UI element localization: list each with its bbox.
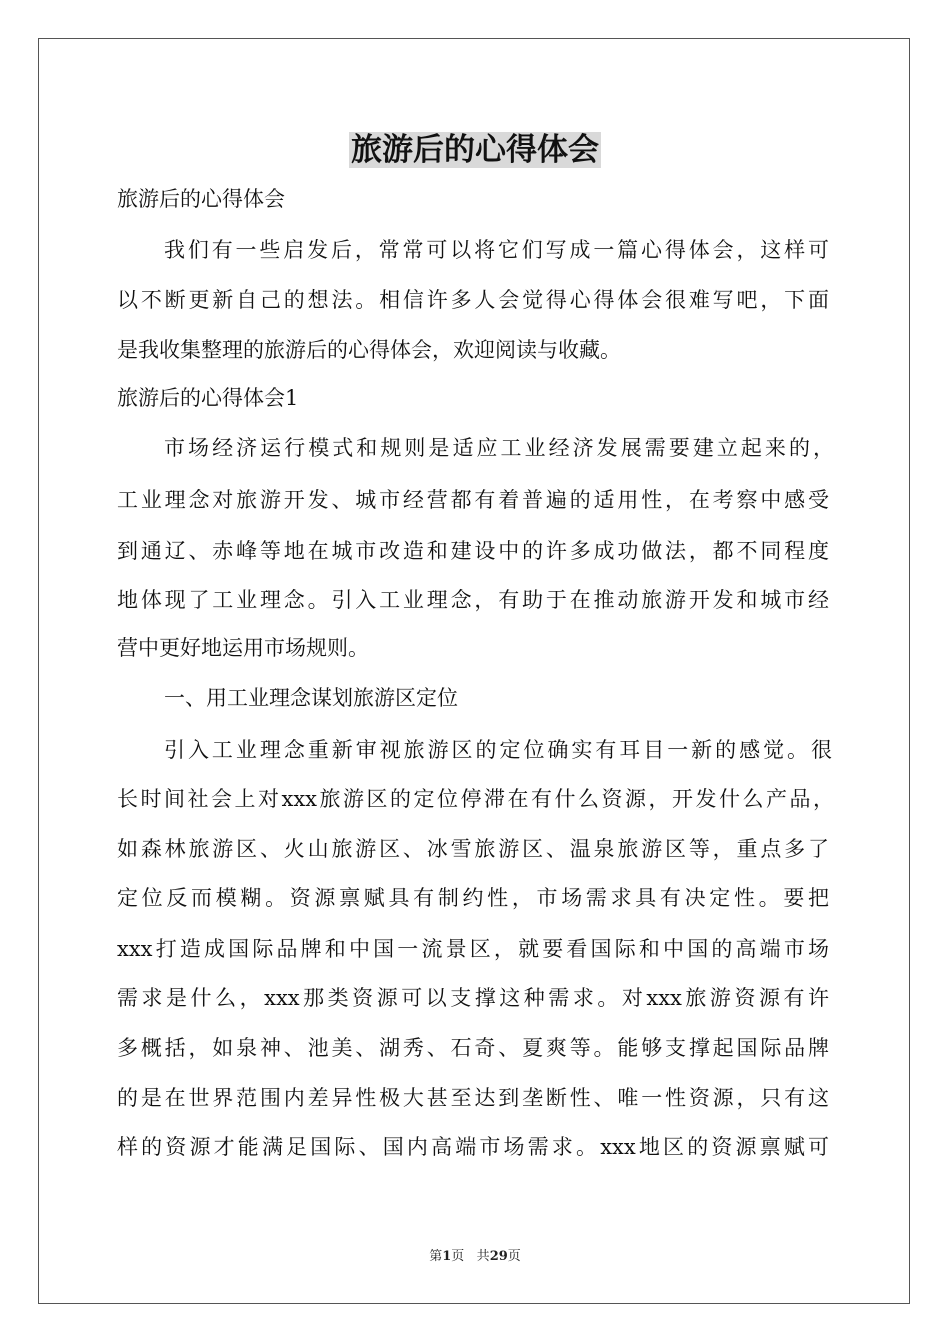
- footer-total-pages: 29: [489, 1249, 508, 1264]
- body-line-3: 到通辽、赤峰等地在城市改造和建设中的许多成功做法，都不同程度: [117, 539, 829, 563]
- body-line-13: 的是在世界范围内差异性极大甚至达到垄断性、唯一性资源，只有这: [117, 1086, 829, 1110]
- document-title: [0, 128, 950, 172]
- body-line-5: 营中更好地运用市场规则。: [117, 636, 369, 660]
- body-line-12: 多概括，如泉神、池美、湖秀、石奇、夏爽等。能够支撑起国际品牌: [117, 1036, 829, 1060]
- footer-total-suffix: 页: [507, 1249, 521, 1264]
- section-heading-1: 旅游后的心得体会1: [117, 386, 299, 410]
- intro-line-2: 以不断更新自己的想法。相信许多人会觉得心得体会很难写吧，下面: [117, 288, 829, 312]
- intro-line-3: 是我收集整理的旅游后的心得体会，欢迎阅读与收藏。: [117, 338, 621, 362]
- subheading-1: 一、用工业理念谋划旅游区定位: [164, 686, 458, 710]
- footer-total-prefix: 共: [476, 1249, 490, 1264]
- body-line-9: 定位反而模糊。资源禀赋具有制约性，市场需求具有决定性。要把: [117, 886, 829, 910]
- footer-page-suffix: 页: [451, 1249, 465, 1264]
- body-line-10: xxx打造成国际品牌和中国一流景区，就要看国际和中国的高端市场: [117, 937, 829, 961]
- page-border: [38, 38, 910, 1304]
- body-line-1: 市场经济运行模式和规则是适应工业经济发展需要建立起来的，: [164, 436, 834, 460]
- subtitle-line: 旅游后的心得体会: [117, 187, 285, 211]
- page-footer: [0, 1248, 950, 1266]
- body-line-11: 需求是什么，xxx那类资源可以支撑这种需求。对xxx旅游资源有许: [117, 986, 829, 1010]
- body-line-4: 地体现了工业理念。引入工业理念，有助于在推动旅游开发和城市经: [117, 588, 829, 612]
- body-line-14: 样的资源才能满足国际、国内高端市场需求。xxx地区的资源禀赋可: [117, 1135, 829, 1159]
- footer-page-prefix: 第: [429, 1249, 443, 1264]
- body-line-6: 引入工业理念重新审视旅游区的定位确实有耳目一新的感觉。很: [164, 738, 832, 762]
- intro-line-1: 我们有一些启发后，常常可以将它们写成一篇心得体会，这样可: [164, 238, 829, 262]
- document-title-text: 旅游后的心得体会: [351, 132, 599, 168]
- body-line-8: 如森林旅游区、火山旅游区、冰雪旅游区、温泉旅游区等，重点多了: [117, 837, 829, 861]
- footer-current-page: 1: [442, 1249, 452, 1264]
- body-line-7: 长时间社会上对xxx旅游区的定位停滞在有什么资源，开发什么产品，: [117, 787, 834, 811]
- body-line-2: 工业理念对旅游开发、城市经营都有着普遍的适用性，在考察中感受: [117, 488, 829, 512]
